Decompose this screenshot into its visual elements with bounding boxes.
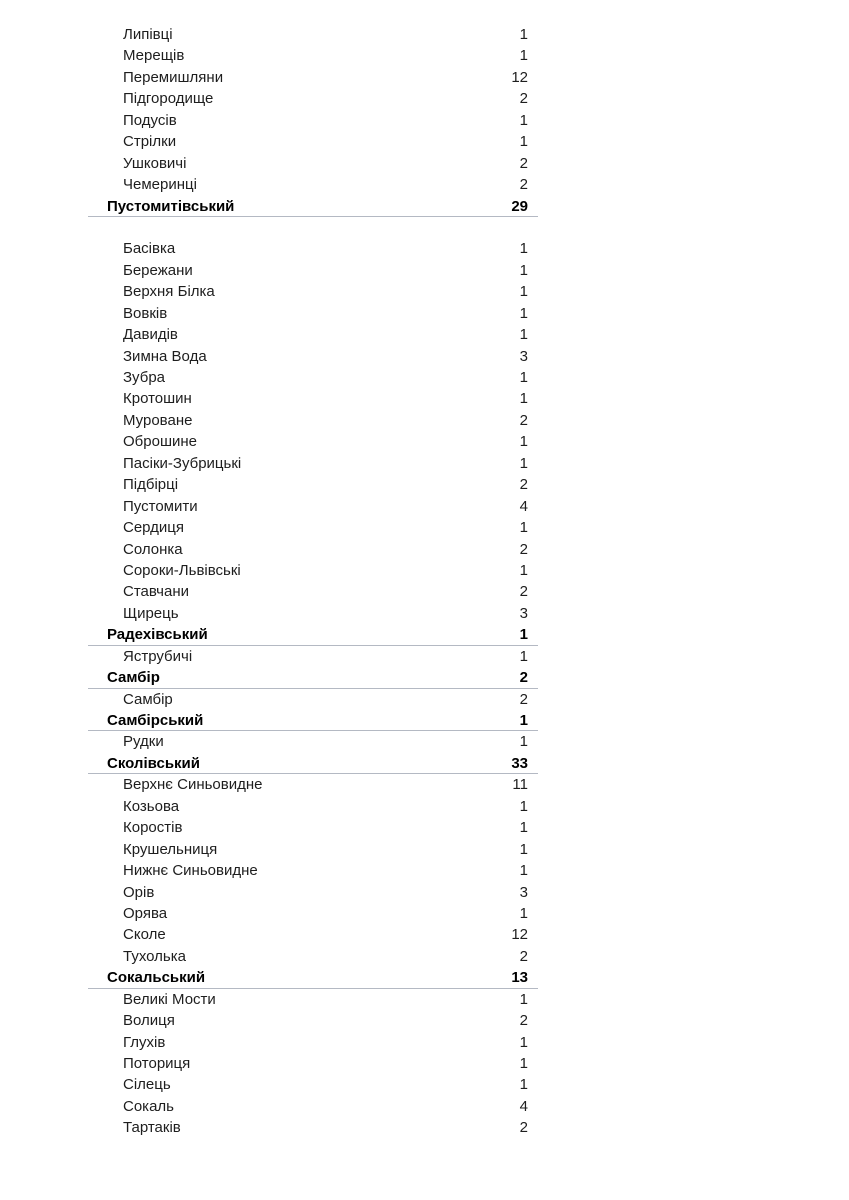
settlement-count: 1 — [519, 261, 528, 279]
settlement-name: Орява — [123, 904, 168, 922]
settlement-count: 11 — [512, 776, 528, 794]
settlement-count: 4 — [519, 1097, 528, 1115]
settlement-name: Щирець — [123, 604, 179, 622]
district-row — [88, 710, 538, 731]
settlement-name: Солонка — [123, 540, 183, 558]
settlement-row — [88, 989, 538, 1010]
settlement-name: Подусів — [123, 111, 177, 129]
settlement-name: Пасіки-Зубрицькі — [123, 454, 242, 472]
settlement-name: Верхня Білка — [123, 283, 215, 301]
settlement-row — [88, 817, 538, 838]
settlement-row — [88, 517, 538, 538]
settlement-count: 1 — [519, 304, 528, 322]
settlement-count: 12 — [511, 926, 528, 944]
settlement-count: 2 — [519, 540, 528, 558]
settlement-row — [88, 388, 538, 409]
settlement-name: Липівці — [123, 26, 173, 43]
settlement-count: 3 — [519, 347, 528, 365]
district-name: Самбірський — [107, 712, 204, 729]
settlement-count: 1 — [519, 561, 528, 579]
settlement-name: Глухів — [123, 1033, 166, 1051]
settlement-row — [88, 839, 538, 860]
settlement-row — [88, 174, 538, 195]
settlement-name: Зубра — [123, 369, 166, 386]
settlement-count: 1 — [519, 819, 528, 837]
settlement-name: Басівка — [123, 240, 176, 258]
settlement-row — [88, 24, 538, 45]
district-name: Сокальський — [107, 969, 206, 987]
settlement-count: 1 — [519, 433, 528, 451]
settlement-name: Пустомити — [123, 497, 198, 515]
settlement-row — [88, 882, 538, 903]
settlement-row — [88, 431, 538, 452]
settlement-name: Великі Мости — [123, 990, 216, 1008]
settlement-row — [88, 45, 538, 66]
settlement-name: Вовків — [123, 304, 168, 322]
settlement-row — [88, 367, 538, 388]
settlement-name: Нижнє Синьовидне — [123, 862, 258, 880]
settlement-row — [88, 774, 538, 795]
settlement-row — [88, 303, 538, 324]
settlement-name: Крушельниця — [123, 840, 218, 858]
settlement-count: 2 — [519, 411, 528, 429]
settlement-name: Козьова — [123, 797, 180, 815]
settlement-count: 1 — [519, 519, 528, 537]
settlement-row — [88, 860, 538, 881]
settlement-row — [88, 67, 538, 88]
settlement-row — [88, 131, 538, 152]
settlement-count: 1 — [519, 862, 528, 880]
settlement-row — [88, 603, 538, 624]
district-count: 1 — [519, 712, 528, 729]
settlement-name: Яструбичі — [123, 647, 193, 665]
settlement-name: Сердиця — [123, 519, 185, 537]
settlement-count: 1 — [519, 326, 528, 344]
district-name: Пустомитівський — [107, 197, 235, 215]
district-row — [88, 667, 538, 688]
settlement-name: Бережани — [123, 261, 193, 279]
settlement-row — [88, 153, 538, 174]
settlement-name: Перемишляни — [123, 68, 224, 86]
settlement-count: 1 — [519, 904, 528, 922]
settlement-count: 3 — [519, 883, 528, 901]
district-row — [88, 967, 538, 988]
settlement-name: Чемеринці — [123, 176, 197, 194]
settlement-row — [88, 496, 538, 517]
settlement-count: 1 — [519, 1033, 528, 1051]
settlement-row — [88, 946, 538, 967]
settlement-count: 1 — [519, 390, 528, 408]
settlement-name: Оброшине — [123, 433, 197, 451]
settlement-name: Сколе — [123, 926, 166, 944]
settlement-row — [88, 539, 538, 560]
settlement-name: Зимна Вода — [123, 347, 207, 365]
settlement-row — [88, 903, 538, 924]
settlement-row — [88, 560, 538, 581]
district-name: Самбір — [107, 669, 160, 687]
settlement-count: 1 — [519, 133, 528, 151]
settlement-name: Сороки-Львівські — [123, 561, 241, 579]
settlement-name: Підгородище — [123, 90, 214, 108]
settlement-row — [88, 1032, 538, 1053]
settlement-count: 1 — [519, 111, 528, 129]
settlement-row — [88, 474, 538, 495]
settlement-name: Підбірці — [123, 476, 179, 494]
settlement-count: 1 — [519, 1076, 528, 1094]
settlement-row — [88, 281, 538, 302]
settlement-count: 2 — [519, 176, 528, 194]
settlement-count: 1 — [519, 733, 528, 751]
settlement-count: 1 — [519, 454, 528, 472]
settlement-count: 2 — [519, 90, 528, 108]
district-count: 29 — [511, 197, 528, 215]
settlement-row — [88, 646, 538, 667]
settlement-name: Ушковичі — [123, 154, 187, 172]
settlement-count: 1 — [519, 283, 528, 301]
settlement-name: Тухолька — [123, 947, 186, 965]
settlement-name: Ставчани — [123, 583, 189, 601]
settlement-row — [88, 346, 538, 367]
district-row — [88, 624, 538, 645]
district-count: 1 — [519, 626, 528, 644]
settlement-count: 2 — [519, 154, 528, 172]
settlement-count: 1 — [519, 840, 528, 858]
settlement-name: Тартаків — [123, 1119, 181, 1137]
settlement-name: Стрілки — [123, 133, 177, 151]
settlement-row — [88, 924, 538, 945]
settlement-row — [88, 324, 538, 345]
settlement-name: Волиця — [123, 1012, 175, 1030]
district-count: 33 — [511, 754, 528, 772]
settlement-count: 1 — [519, 990, 528, 1008]
settlement-count: 1 — [519, 369, 528, 386]
settlement-count: 4 — [519, 497, 528, 515]
settlement-row — [88, 581, 538, 602]
spacer-row — [88, 217, 538, 238]
district-count: 2 — [519, 669, 528, 687]
settlement-count: 1 — [519, 797, 528, 815]
settlement-table — [88, 24, 538, 1139]
settlement-name: Мерещів — [123, 47, 185, 65]
district-count: 13 — [511, 969, 528, 987]
settlement-count: 2 — [519, 947, 528, 965]
district-name: Радехівський — [107, 626, 208, 644]
settlement-name: Поториця — [123, 1055, 191, 1072]
district-row — [88, 753, 538, 774]
settlement-name: Самбір — [123, 690, 173, 708]
settlement-row — [88, 731, 538, 752]
settlement-count: 1 — [519, 47, 528, 65]
settlement-row — [88, 1053, 538, 1074]
settlement-name: Рудки — [123, 733, 164, 751]
settlement-name: Сілець — [123, 1076, 171, 1094]
settlement-row — [88, 110, 538, 131]
district-name: Сколівський — [107, 754, 200, 772]
settlement-count: 1 — [519, 26, 528, 43]
settlement-row — [88, 796, 538, 817]
settlement-count: 1 — [519, 1055, 528, 1072]
settlement-name: Муроване — [123, 411, 193, 429]
settlement-name: Кротошин — [123, 390, 192, 408]
settlement-name: Верхнє Синьовидне — [123, 776, 263, 794]
settlement-count: 1 — [519, 647, 528, 665]
settlement-row — [88, 88, 538, 109]
settlement-count: 1 — [519, 240, 528, 258]
settlement-row — [88, 1010, 538, 1031]
district-row — [88, 196, 538, 217]
settlement-count: 2 — [519, 1012, 528, 1030]
settlement-row — [88, 1096, 538, 1117]
settlement-name: Сокаль — [123, 1097, 174, 1115]
settlement-count: 2 — [519, 583, 528, 601]
settlement-name: Давидів — [123, 326, 178, 344]
settlement-count: 2 — [519, 476, 528, 494]
settlement-count: 2 — [519, 690, 528, 708]
settlement-count: 2 — [519, 1119, 528, 1137]
settlement-row — [88, 1117, 538, 1138]
settlement-count: 12 — [511, 68, 528, 86]
settlement-name: Коростів — [123, 819, 183, 837]
settlement-row — [88, 238, 538, 259]
settlement-row — [88, 689, 538, 710]
settlement-row — [88, 1074, 538, 1095]
settlement-name: Орів — [123, 883, 155, 901]
settlement-row — [88, 260, 538, 281]
settlement-count: 3 — [519, 604, 528, 622]
settlement-row — [88, 410, 538, 431]
settlement-row — [88, 453, 538, 474]
